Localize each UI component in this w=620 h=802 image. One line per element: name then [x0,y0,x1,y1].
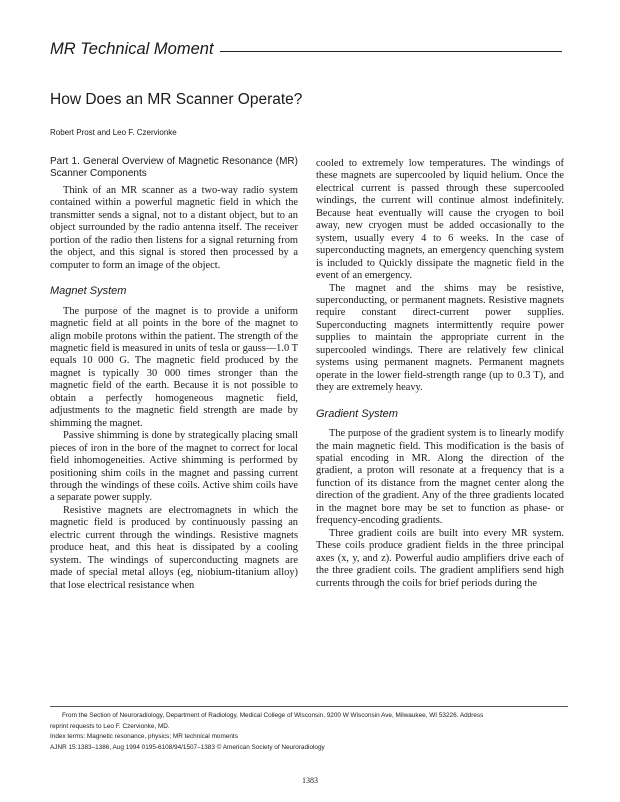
right-column [316,158,564,590]
footnote-rule [50,706,568,707]
magnet-paragraph-1: The purpose of the magnet is to provide a uniform magnetic field at all points in the bore of the magnet to align mobile protons within the patient. The strength of the magnetic field is measured in units of tesla or gauss—1.0 T equals 10 000 G. The magnetic field produced by the magnet is typically 30 000 times stronger than the magnetic field of the earth. Because it is not possible to obtain a perfectly homogeneous magnetic field, adjustments to the magnetic field strength are made by shimming the magnet. [50,305,298,429]
section-title: MR Technical Moment [50,40,214,58]
page-number: 1383 [302,776,318,785]
shims-paragraph: The magnet and the shims may be resistive, superconducting, or permanent magnets. Resistive magnets require constant direct-current power supplies. Superconducting magnets intermittently require power supplies to maintain the appropriate current in the supercooled windings. There are relatively few clinical systems using permanent magnets. Permanent magnets operate in the lower field-strength range (up to 0.3 T), and they are extremely heavy. [316,282,564,394]
affiliation-line-2: reprint requests to Leo F. Czervionke, MD. [50,722,170,730]
gradient-paragraph-1: The purpose of the gradient system is to linearly modify the main magnetic field. This modification is the basis of spatial encoding in MR. Along the direction of the gradient, a proton will resonate at a frequency that is a function of its distance from the magnet center along the direction of the gradient. Any of the three gradients located in the magnet bore may be set to function as phase- or frequency-encoding gradients. [316,428,564,527]
citation: AJNR 15:1383–1386, Aug 1994 0195-6108/94/1507–1383 © American Society of Neuroradiology [50,743,325,751]
magnet-system-heading: Magnet System [50,285,127,298]
intro-paragraph: Think of an MR scanner as a two-way radio system contained within a powerful magnetic field in which the transmitter sends a signal, not to a distant object, but to an object surrounded by the radio antenna itself. The receiver portion of the radio then listens for a signal returning from the object, and this signal is stored then processed by a computer to form an image of the object. [50,185,298,271]
footnotes [50,711,568,753]
section-header [50,40,562,59]
article-title: How Does an MR Scanner Operate? [50,91,303,108]
authors: Robert Prost and Leo F. Czervionke [50,128,177,137]
header-rule [220,51,562,52]
gradient-paragraph-2: Three gradient coils are built into every MR system. These coils produce gradient fields in the three principal axes (x, y, and z). Powerful audio amplifiers drive each of the three gradient coils. The gradient amplifiers send high currents through the coils for brief periods during the [316,527,564,589]
magnet-paragraph-3: Resistive magnets are electromagnets in which the magnetic field is produced by continuously passing an electric current through the windings. Resistive magnets produce heat, and this heat is dissipated by a cooling system. The windings of superconducting magnets are made of special metal alloys (eg, niobium-titanium alloy) that lose electrical resistance when [50,504,298,591]
index-terms: Index terms: Magnetic resonance, physics; MR technical moments [50,733,238,740]
affiliation-line-1: From the Section of Neuroradiology, Department of Radiology, Medical College of Wisconsin, 9200 W Wisconsin Ave, Milwaukee, WI 53226. Address [62,712,484,719]
left-column [50,156,298,592]
part-heading: Part 1. General Overview of Magnetic Resonance (MR) Scanner Components [50,156,298,179]
continuation-paragraph: cooled to extremely low temperatures. The windings of these magnets are supercooled by liquid helium. Once the electrical current is passed through these supercooled windings, the current will continue almost indefinitely. Because heat eventually will cause the cryogen to boil away, new cryogen must be added occasionally to the system, usually every 4 to 6 weeks. In the case of superconducting magnets, an emergency quenching system is included to Quickly dissipate the magnetic field in the event of an emergency. [316,158,564,282]
gradient-system-heading: Gradient System [316,407,398,420]
magnet-paragraph-2: Passive shimming is done by strategically placing small pieces of iron in the bore of the magnet to correct for local field inhomogeneities. Active shimming is performed by positioning shim coils in the magnet and passing current through the windings of these coils. Active shim coils have a separate power supply. [50,430,298,504]
